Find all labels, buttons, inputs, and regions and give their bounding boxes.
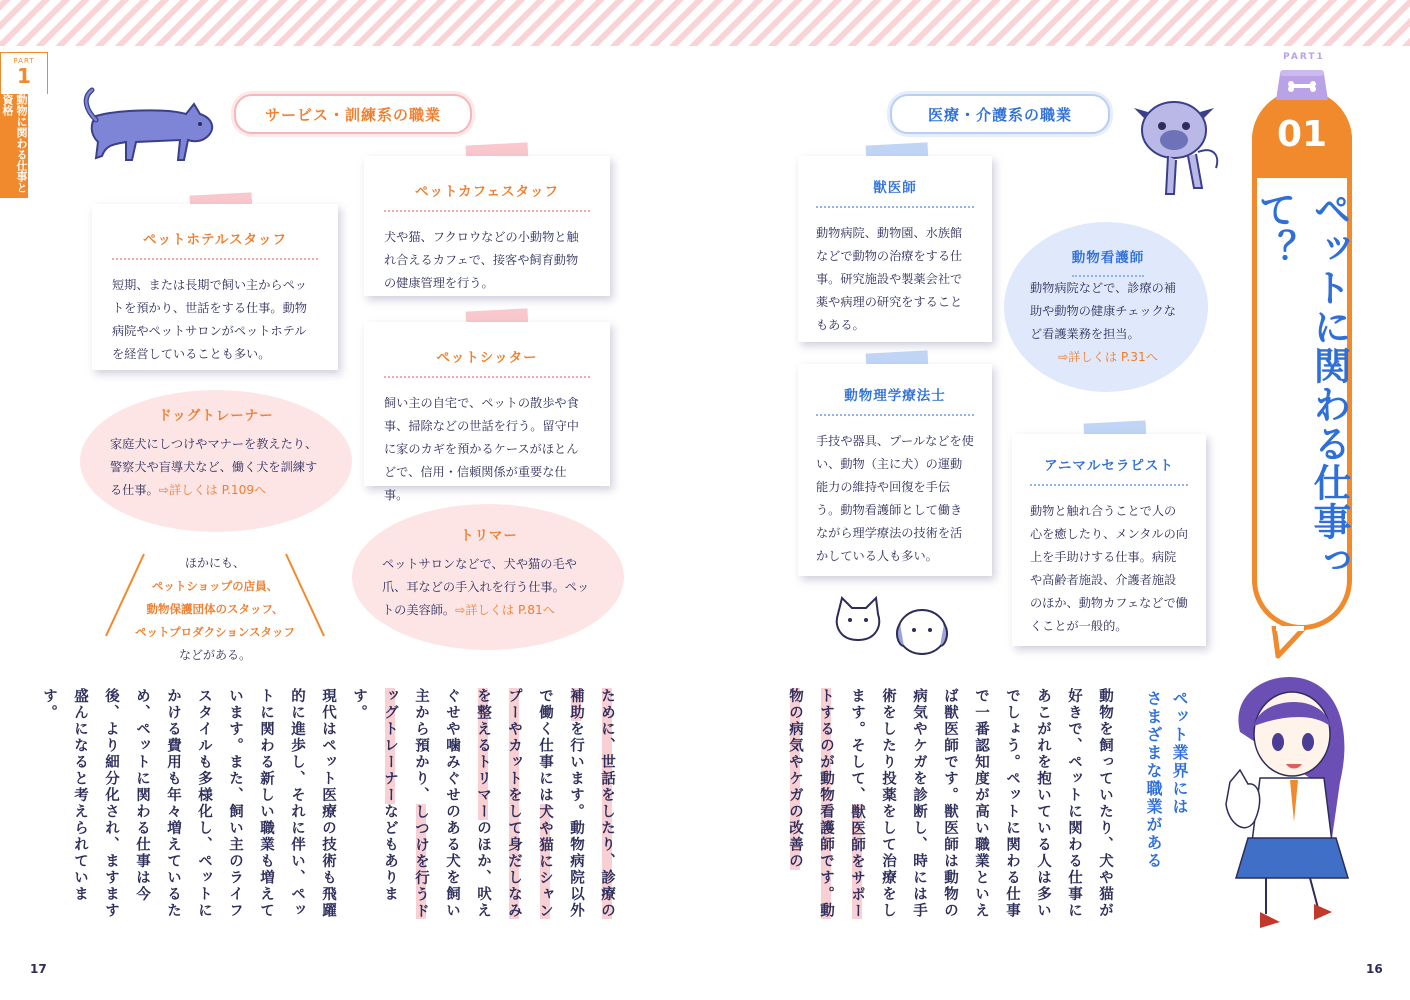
card-pet-cafe — [364, 156, 610, 296]
highlight: 犬や猫にシャンプーやカットをして身だしなみを整えるトリマー — [475, 688, 553, 919]
body-segment: 現代はペット医療の技術も飛躍的に進歩し、それに伴い、ペットに関わる新しい職業も増えています。また、飼い主のライフスタイルも多様化し、ペットにかける費用も年々増えているため、ペットに関わる仕事は今後、より細分化され、ますます盛んになると考えられています。 — [41, 688, 336, 919]
other-occupations — [118, 552, 312, 667]
part-badge-label: PART1 — [1283, 52, 1325, 62]
heading-line: さまざまな職業がある — [1144, 690, 1163, 870]
body-segment: を行います。動物病院以外で働く仕事には — [537, 688, 584, 919]
nurse-page-link[interactable]: ⇨詳しくは P.31へ — [1058, 350, 1158, 364]
left-body-text — [41, 688, 622, 920]
card-animal-nurse — [1004, 222, 1208, 392]
heading-line: ペット業界には — [1170, 690, 1189, 816]
other-outro: などがある。 — [178, 648, 251, 662]
cat-illustration — [76, 84, 218, 164]
card-trimmer — [352, 504, 624, 650]
card-animal-therapist — [1012, 434, 1206, 646]
page-number-right: 16 — [1366, 962, 1383, 976]
part-tab — [0, 52, 48, 198]
card-pet-sitter — [364, 322, 610, 502]
card-title: ペットカフェスタッフ — [384, 180, 590, 212]
trimmer-page-link[interactable]: ⇨詳しくは P.81へ — [455, 603, 555, 617]
card-title: ペットシッター — [384, 346, 590, 378]
card-title: 動物看護師 — [1072, 246, 1145, 277]
card-body: 動物と触れ合うことで人の心を癒したり、メンタルの向上を手助けする仕事。病院や高齢者施設、介護者施設のほか、動物カフェなどで働くことが一般的。 — [1030, 504, 1188, 633]
card-pet-hotel — [92, 204, 338, 370]
part-label: PART — [13, 57, 35, 65]
card-dog-trainer — [80, 390, 352, 532]
card-title: アニマルセラピスト — [1030, 454, 1188, 486]
pet-bowl-icon — [1274, 66, 1330, 104]
card-title: 動物理学療法士 — [816, 384, 974, 416]
card-title: トリマー — [460, 528, 518, 544]
right-body-heading — [1134, 690, 1192, 920]
card-body: 飼い主の自宅で、ペットの散歩や食事、掃除などの世話を行う。留守中に家のカギを預かるケースがほとんどで、信用・信頼関係が重要な仕事。 — [384, 396, 579, 502]
header-stripes — [0, 0, 1410, 46]
body-segment: 動物を飼っていたり、犬や猫が好きで、ペットに関わる仕事にあこがれを抱いている人は多いでしょう。ペットに関わる仕事で一番認知度が高い職業といえば獣医師です。獣医師は動物の病気やケガを診断し、時には手術をしたり投薬をして治療をします。そして、 — [849, 688, 1113, 919]
highlight: 獣医師をサポートするのが動物看護師です。動物の病気やケガの改善の — [787, 688, 865, 919]
part-section-title: 動物に関わる仕事と資格 — [0, 94, 28, 198]
right-section-header: 医療・介護系の職業 — [890, 94, 1110, 134]
card-body: 手技や器具、プールなどを使い、動物（主に犬）の運動能力の維持や回復を手伝う。動物看護師として働きながら理学療法の技術を活かしている人も多い。 — [816, 434, 974, 563]
card-title: ドッグトレーナー — [158, 408, 274, 424]
trainer-page-link[interactable]: ⇨詳しくは P.109へ — [158, 483, 267, 497]
other-item: 動物保護団体のスタッフ、 — [146, 602, 284, 616]
cat-dog-faces-illustration — [832, 596, 952, 666]
other-item: ペットショップの店員、 — [151, 579, 279, 593]
page-number-left: 17 — [30, 962, 47, 976]
body-segment: などもあります。 — [351, 688, 398, 903]
balloon-tail — [1270, 626, 1310, 660]
card-title: ペットホテルスタッフ — [112, 228, 318, 260]
body-segment: のほか、吠えぐせや噛みぐせのある犬を飼い主から預かり、 — [413, 688, 491, 919]
card-physiotherapist — [798, 364, 992, 576]
other-item: ペットプロダクションスタッフ — [134, 625, 296, 639]
page-title: ペットに関わる仕事って？ — [1252, 190, 1351, 580]
card-body: 犬や猫、フクロウなどの小動物と触れ合えるカフェで、接客や飼育動物の健康管理を行う。 — [384, 230, 579, 290]
part-number: 1 — [17, 64, 31, 88]
card-vet — [798, 156, 992, 342]
card-body: 動物病院などで、診療の補助や動物の健康チェックなど看護業務を担当。 — [1030, 281, 1177, 341]
card-body: 短期、または長期で飼い主からペットを預かり、世話をする仕事。動物病院やペットサロンがペットホテルを経営していることも多い。 — [112, 278, 307, 361]
highlight: ために、世話をしたり、診療の補助 — [568, 688, 615, 919]
other-intro: ほかにも、 — [184, 556, 245, 570]
card-title: 獣医師 — [816, 176, 974, 208]
pug-illustration — [1128, 96, 1228, 200]
card-body: ペットサロンなどで、犬や猫の毛や爪、耳などの手入れを行う仕事。ペットの美容師。 — [382, 557, 590, 617]
card-body: 家庭犬にしつけやマナーを教えたり、警察犬や盲導犬など、働く犬を訓練する仕事。 — [110, 437, 318, 497]
part-tab-top — [0, 52, 48, 94]
girl-with-cat-illustration — [1220, 672, 1360, 934]
card-body: 動物病院、動物園、水族館などで動物の治療をする仕事。研究施設や製薬会社で薬や病理の研究をすることもある。 — [816, 226, 963, 332]
highlight: しつけを行うドッグトレーナー — [382, 688, 429, 919]
right-body-text — [788, 688, 1120, 920]
title-number: 01 — [1252, 90, 1352, 178]
left-section-header: サービス・訓練系の職業 — [234, 94, 472, 134]
